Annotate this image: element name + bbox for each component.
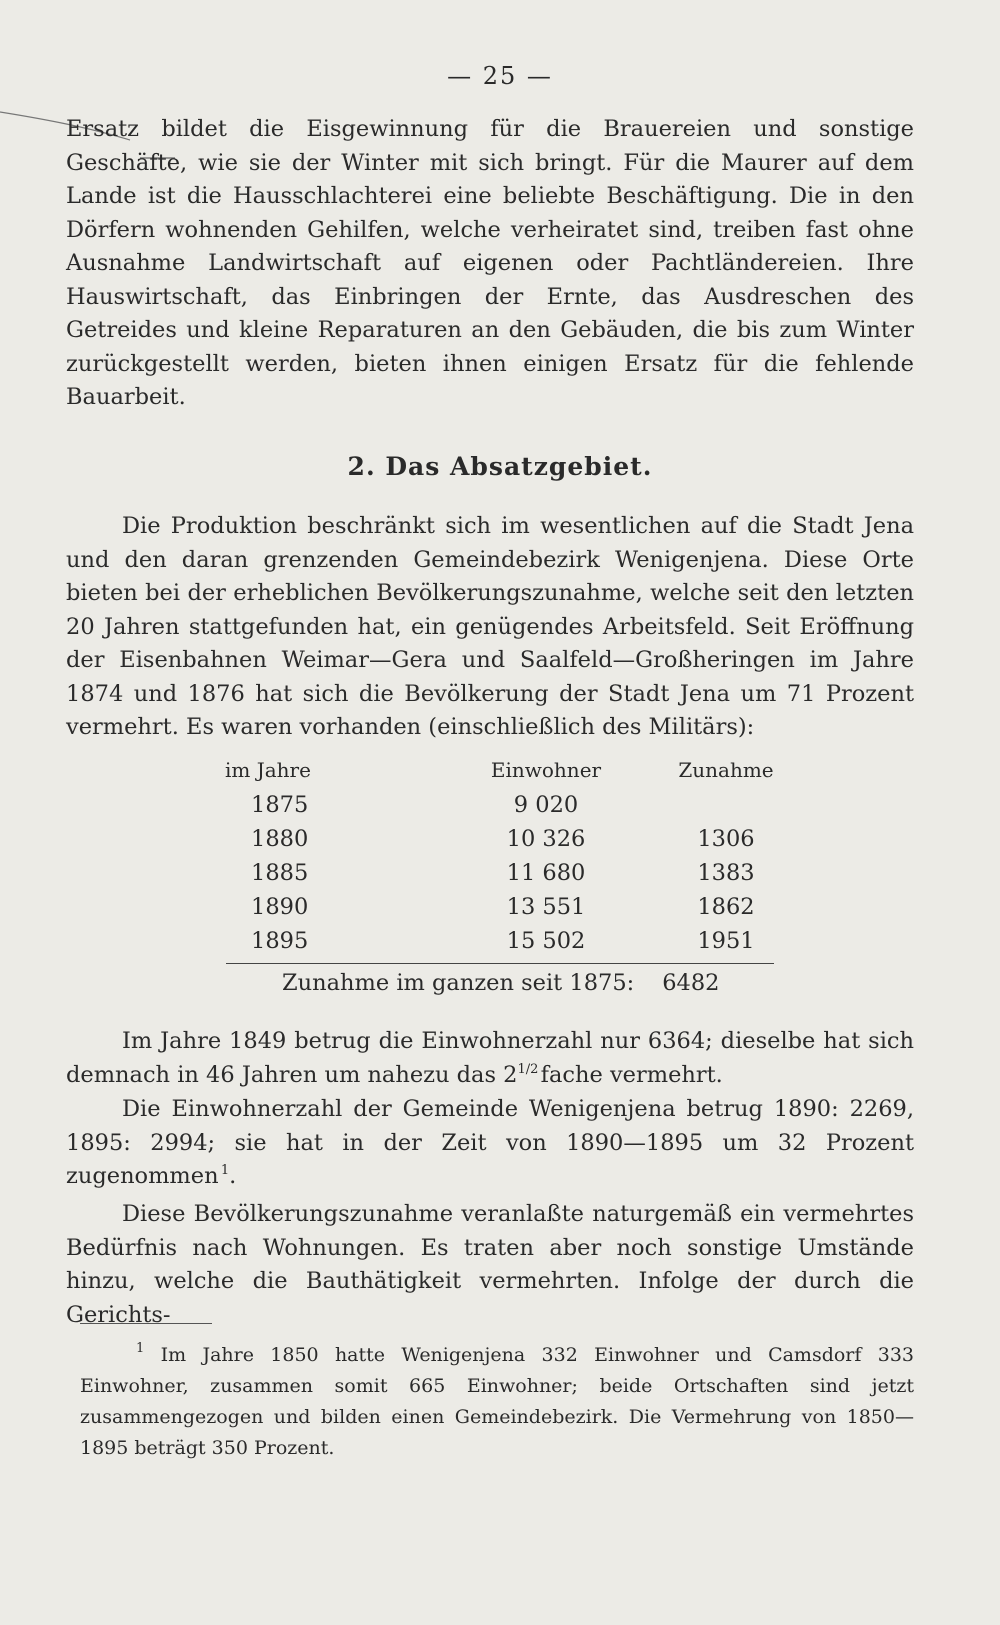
footnote-reference: 1 bbox=[220, 1163, 230, 1178]
footnote-text: Im Jahre 1850 hatte Wenigenjena 332 Einwohner und Camsdorf 333 Einwohner, zusammen somit 665 Einwohner; beide Ortschaften sind jetzt zusammengezogen und bilden einen Gemeindebezirk. Die Vermehrung von 1850—1895 beträgt 350 Prozent. bbox=[80, 1344, 914, 1459]
table-total bbox=[282, 970, 720, 996]
table-row bbox=[225, 856, 801, 890]
table-row bbox=[225, 788, 801, 822]
footnote-marker: 1 bbox=[136, 1341, 145, 1356]
paragraph-3 bbox=[66, 1025, 914, 1092]
paragraph-1-block bbox=[66, 113, 914, 415]
table-row bbox=[225, 924, 801, 958]
footnote-rule bbox=[80, 1323, 212, 1324]
page-number: — 25 — bbox=[447, 62, 553, 90]
cell-year: 1895 bbox=[251, 928, 309, 954]
paragraph-5-block bbox=[66, 1198, 914, 1332]
fraction-superscript: 1/2 bbox=[517, 1061, 539, 1077]
cell-year: 1885 bbox=[251, 860, 309, 886]
cell-year: 1890 bbox=[251, 894, 309, 920]
cell-increase: 1383 bbox=[697, 860, 755, 886]
header-year: im Jahre bbox=[225, 758, 311, 782]
paragraph-3-block bbox=[66, 1025, 914, 1092]
cell-inhabitants: 9 020 bbox=[513, 792, 579, 818]
table-row bbox=[225, 890, 801, 924]
cell-inhabitants: 13 551 bbox=[506, 894, 586, 920]
paragraph-2-block bbox=[66, 510, 914, 745]
table-row bbox=[225, 822, 801, 856]
table-rule bbox=[226, 963, 774, 964]
paragraph-2: Die Produktion beschränkt sich im wesentlichen auf die Stadt Jena und den daran grenzenden Gemeindebezirk Wenigenjena. Diese Orte bieten bei der erheblichen Bevölkerungszunahme, welche seit den letzten 20 Jahren stattgefunden hat, ein genügendes Arbeitsfeld. Seit Eröffnung der Eisenbahnen Weimar—Gera und Saalfeld—Großheringen im Jahre 1874 und 1876 hat sich die Bevölkerung der Stadt Jena um 71 Prozent vermehrt. Es waren vorhanden (einschließlich des Militärs): bbox=[66, 513, 914, 740]
cell-inhabitants: 11 680 bbox=[506, 860, 586, 886]
footnote bbox=[80, 1340, 914, 1464]
total-label: Zunahme im ganzen seit 1875: bbox=[282, 970, 635, 996]
total-value: 6482 bbox=[662, 970, 720, 996]
paragraph-4-end: . bbox=[229, 1163, 237, 1189]
cell-increase: 1306 bbox=[697, 826, 755, 852]
cell-inhabitants: 15 502 bbox=[506, 928, 586, 954]
paragraph-3-text: Im Jahre 1849 betrug die Einwohnerzahl nur 6364; dieselbe hat sich demnach in 46 Jahren um nahezu das 2 bbox=[66, 1028, 914, 1088]
cell-inhabitants: 10 326 bbox=[506, 826, 586, 852]
paragraph-4 bbox=[66, 1093, 914, 1194]
cell-year: 1880 bbox=[251, 826, 309, 852]
cell-increase bbox=[651, 788, 801, 822]
header-increase: Zunahme bbox=[678, 758, 774, 782]
paragraph-4-block bbox=[66, 1093, 914, 1194]
population-table bbox=[225, 758, 801, 958]
paragraph-4-text: Die Einwohnerzahl der Gemeinde Wenigenjena betrug 1890: 2269, 1895: 2994; sie hat in der Zeit von 1890—1895 um 32 Prozent zugenommen bbox=[66, 1096, 914, 1189]
cell-increase: 1862 bbox=[697, 894, 755, 920]
cell-year: 1875 bbox=[251, 792, 309, 818]
table-header-row bbox=[225, 758, 801, 788]
cell-increase: 1951 bbox=[697, 928, 755, 954]
header-inhabitants: Einwohner bbox=[490, 758, 602, 782]
paragraph-3-end: fache vermehrt. bbox=[540, 1061, 723, 1088]
paragraph-5: Diese Bevölkerungszunahme veranlaßte naturgemäß ein vermehrtes Bedürfnis nach Wohnungen. Es traten aber noch sonstige Umstände hinzu, welche die Bauthätigkeit vermehrten. Infolge der durch die Gerichts- bbox=[66, 1201, 914, 1328]
paragraph-1: Ersatz bildet die Eisgewinnung für die Brauereien und sonstige Geschäfte, wie sie der Winter mit sich bringt. Für die Maurer auf dem Lande ist die Hausschlachterei eine beliebte Beschäftigung. Die in den Dörfern wohnenden Gehilfen, welche verheiratet sind, treiben fast ohne Ausnahme Landwirtschaft auf eigenen oder Pachtländereien. Ihre Hauswirtschaft, das Einbringen der Ernte, das Ausdreschen des Getreides und kleine Reparaturen an den Gebäuden, die bis zum Winter zurückgestellt werden, bieten ihnen einigen Ersatz für die fehlende Bauarbeit. bbox=[66, 116, 914, 410]
section-heading: 2. Das Absatzgebiet. bbox=[347, 452, 653, 481]
